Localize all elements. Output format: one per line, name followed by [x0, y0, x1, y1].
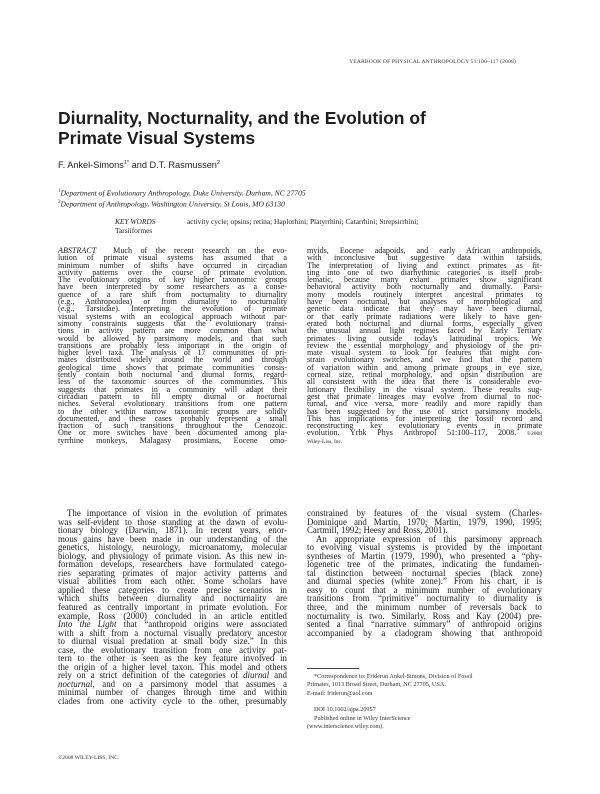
text-line: The evolutionary origins of key higher taxonomic groups: [58, 275, 287, 285]
text-line: mony models routinely interpret ancestral primates to: [307, 289, 542, 299]
text-line: and diurnal species (white zone).” From his chart, it is: [307, 576, 542, 587]
text-line: minimal number of changes through time and within: [58, 687, 287, 698]
keywords-label: KEY WORDS: [115, 217, 156, 226]
doi: DOI 10.1002/ajpa.20957: [314, 706, 376, 714]
text-line: easy to count that a minimum number of evolutionary: [307, 584, 542, 595]
footnote-email[interactable]: E-mail: friderun@aol.com: [307, 689, 373, 697]
text-line: to the other within narrow taxonomic groups are solidly: [58, 406, 287, 416]
footnote-line: Primates, 1013 Broad Street, Durham, NC 27705, USA.: [307, 681, 446, 689]
text-line: tyrrhine monkeys, Malagasy prosimians, Eocene omo-: [58, 435, 287, 445]
text-line: visual abilities from each other. Some scholars have: [58, 576, 287, 587]
footnote-divider: [307, 668, 359, 669]
affiliation-text: Department of Evolutionary Anthropology, Duke University, Durham, NC 27705: [60, 188, 306, 198]
keywords-text: activity cycle; opsins; retina; Haplorhini; Platyrrhini; Catarrhini; Strepsirrhini;: [187, 217, 419, 226]
text-line: three, and the minimum number of reversals back to: [307, 601, 542, 612]
body-left-column: [58, 509, 287, 706]
affiliation-mark: 2: [58, 199, 61, 205]
text-line: gest that primate lineages may evolve from diurnal to noc-: [307, 391, 542, 401]
text-line: review the essential morphology and physiology of the pri-: [307, 340, 542, 350]
text-line: transitions are probably less important in the origin of: [58, 340, 287, 350]
correspondence-footnote: [307, 673, 542, 731]
text-line: myids, Eocene adapoids, and early African anthropoids,: [307, 246, 542, 255]
text-line: An appropriate expression of this parsimony approach: [316, 533, 542, 544]
affiliation: [58, 187, 306, 198]
text-line: strain evolutionary switches, and we find that the pattern: [307, 355, 542, 365]
text-line: quence of a rare shift from nocturnality to diurnality: [58, 289, 287, 299]
text-line: (e.g., Tarsiidae). Interpreting the evolution of primate: [58, 304, 287, 314]
text-segment: , and on a parsimony model that assumes a: [92, 678, 287, 689]
author-affiliation-mark: 1*: [123, 160, 130, 166]
small-text: ©2008: [526, 431, 542, 438]
text-line: [307, 429, 542, 436]
text-line: fraction of such transitions throughout the Cenozoic.: [58, 421, 287, 431]
text-segment: rely on a strict definition of the categories of: [58, 670, 244, 681]
text-line: circadian pattern to fill empty diurnal or nocturnal: [58, 391, 287, 401]
text-line: [307, 437, 542, 444]
abstract-left-column: [58, 247, 287, 444]
author-conjunction: and: [129, 160, 150, 171]
italic-text: nocturnal: [58, 678, 93, 689]
text-line: formation develops, researchers have formulated catego-: [58, 559, 287, 570]
text-line: sented a final “narrative summary” of anthropoid origins: [307, 619, 542, 630]
abstract-right-column: [307, 247, 542, 444]
text-line: the origin of a higher level taxon. This model and others: [58, 661, 287, 672]
author-name: F. Ankel-Simons: [58, 160, 124, 171]
text-line: clades from one activity cycle to the other, presumably: [58, 696, 287, 707]
text-line: Dominique and Martin, 1970; Martin, 1979, 1990, 1995;: [307, 516, 542, 527]
text-segment: Much of the recent research on the evo-: [96, 246, 287, 255]
author-affiliation-mark: 2: [216, 160, 220, 166]
text-line: to evolving visual systems is provided by the important: [307, 542, 542, 553]
text-line: have been nocturnal, but analyses of morphological and: [307, 297, 542, 307]
keywords-text: Tarsiiformes: [115, 226, 153, 235]
text-line: has been suggested by the use of strict parsimony models.: [307, 406, 542, 416]
text-line: which shifts between diurnality and nocturnality are: [58, 593, 287, 604]
text-line: transitions from “primitive” nocturnality to diurnality is: [307, 593, 542, 604]
affiliation: [58, 198, 306, 209]
text-line: mate visual system to look for features that might con-: [307, 348, 542, 358]
text-line: featured as centrally important in primate evolution. For: [58, 602, 287, 613]
text-line: visual systems with an ecological approach without par-: [58, 311, 287, 321]
text-line: have been interpreted by some researchers as a conse-: [58, 282, 287, 292]
text-line: the unusual annual light regimes faced by Early Tertiary: [307, 326, 542, 336]
text-line: would be allowed by parsimony models, and that such: [58, 333, 287, 343]
text-line: behavioral activity both nocturnally and diurnally. Parsi-: [307, 282, 542, 292]
text-line: minimum number of shifts have occurred in circadian: [58, 260, 287, 270]
affiliation-text: Department of Anthropology, Washington University, St Louis, MO 63130: [60, 199, 285, 209]
copyright-notice: ©2008 WILEY-LISS, INC.: [58, 755, 120, 761]
text-line: erated both nocturnal and diurnal forms, especially given: [307, 318, 542, 328]
text-line: tions in activity pattern are more common than what: [58, 326, 287, 336]
text-line: of variation within and among primate groups in eye size,: [307, 362, 542, 372]
text-line: ries separating primates of major activity patterns and: [58, 567, 287, 578]
text-line: The importance of vision in the evolution of primates: [67, 508, 287, 518]
text-segment: that “anthropoid origins were associated: [116, 619, 287, 630]
italic-text: ABSTRACT: [58, 246, 97, 255]
text-line: applied these categories to create precise scenarios in: [58, 584, 287, 595]
italic-text: Into the Light: [58, 619, 117, 630]
text-line: documented, and these cases probably represent a small: [58, 413, 287, 423]
text-line: higher level taxa. The analysis of 17 communities of pri-: [58, 348, 287, 358]
text-segment: and: [269, 670, 287, 681]
text-line: with a shift from a nocturnal visually predatory ancestor: [58, 627, 287, 638]
text-line: (e.g., Anthropoidea) or from diurnality to nocturnality: [58, 297, 287, 307]
text-line: tently contain both nocturnal and diurnal forms, regard-: [58, 370, 287, 380]
text-line: tal distinction between nocturnal species (black zone): [307, 567, 542, 578]
text-line: syntheses of Martin (1979, 1990), who presented a “phy-: [307, 550, 542, 561]
text-line: accompanied by a cladogram showing that anthropoid: [307, 627, 542, 638]
running-head: YEARBOOK OF PHYSICAL ANTHROPOLOGY 51:100–117 (2008): [349, 59, 516, 65]
text-line: constrained by features of the visual system (Charles-: [307, 508, 542, 518]
text-line: simony constraints suggests that the evolutionary transi-: [58, 318, 287, 328]
text-line: biology, and physiology of primate vision. As this new in-: [58, 550, 287, 561]
text-line: Cartmill, 1992; Heesy and Ross, 2001).: [307, 525, 448, 536]
text-line: turnal, and vice versa, more readily and more rapidly than: [307, 399, 542, 409]
text-line: primates living outside today's latitudinal tropics. We: [307, 333, 542, 343]
text-line: One or more switches have been documented among pla-: [58, 428, 287, 438]
text-line: suggests that primates in a community will adapt their: [58, 384, 287, 394]
text-line: activity patterns over the course of primate evolution.: [58, 267, 287, 277]
small-text: Wiley-Liss, Inc.: [307, 438, 343, 445]
footnote-line: *Correspondence to: Friderun Ankel-Simons, Division of Fossil: [314, 673, 473, 680]
text-line: genetic data indicate that they may have been diurnal,: [307, 304, 542, 314]
text-line: niches. Several evolutionary transitions from one pattern: [58, 399, 287, 409]
title-line: Diurnality, Nocturnality, and the Evolution of: [58, 108, 426, 128]
text-line: to diurnal visual predation at small body size.” In this: [58, 636, 287, 647]
text-segment: evolution. Yrbk Phys Anthropol 51:100–117, 2008.: [307, 428, 517, 438]
text-line: case, the evolutionary transition from one activity pat-: [58, 644, 287, 655]
text-line: example, Ross (2000) concluded in an article entitled: [58, 610, 287, 621]
body-right-paragraph-2: [307, 535, 542, 638]
text-line: reconstructing key evolutionary events in primate: [307, 421, 542, 431]
text-line: mates distributed widely around the world and through: [58, 355, 287, 365]
publisher-url[interactable]: (www.interscience.wiley.com).: [307, 723, 384, 731]
published-online: Published online in Wiley InterScience: [314, 714, 411, 722]
text-line: genetics, histology, neurology, microanatomy, molecular: [58, 542, 287, 553]
text-line: logenetic tree of the primates, indicating the fundamen-: [307, 559, 542, 570]
text-line: lution of primate visual systems has assumed that a: [58, 253, 287, 263]
text-line: This has implications for interpreting the fossil record and: [307, 413, 542, 423]
text-line: lutionary flexibility in the visual system. These results sug-: [307, 384, 542, 394]
text-line: geological time shows that primate communities consis-: [58, 362, 287, 372]
text-line: mous gains have been made in our understanding of the: [58, 533, 287, 544]
text-line: all consistent with the idea that there is considerable evo-: [307, 377, 542, 387]
text-line: nocturnality is two. Similarly, Ross and Kay (2004) pre-: [307, 610, 542, 621]
text-line: less of the taxonomic sources of the communities. This: [58, 377, 287, 387]
author-list: [58, 160, 220, 170]
keywords: [115, 217, 515, 235]
text-line: The interpretation of living and extinct primates as fit-: [307, 260, 542, 270]
affiliation-mark: 1: [58, 189, 61, 194]
text-line: tern to the other is seen as the key feature involved in: [58, 653, 287, 664]
text-line: or that early primate radiations were likely to have gen-: [307, 311, 542, 321]
body-right-paragraph-1: [307, 509, 542, 535]
text-line: lematic, because many extant primates show significant: [307, 275, 542, 285]
title-line: Primate Visual Systems: [58, 128, 256, 148]
article-title: [58, 108, 426, 148]
text-line: tionary biology (Darwin, 1871). In recent years, enor-: [58, 525, 287, 536]
affiliations: [58, 187, 306, 208]
italic-text: diurnal: [243, 670, 270, 681]
text-line: corneal size, retinal morphology, and opsin distribution are: [307, 370, 542, 380]
text-line: with inconclusive but suggestive data within tarsiids.: [307, 253, 542, 263]
text-line: was self-evident to those standing at the dawn of evolu-: [58, 516, 287, 527]
text-line: ting into one of two diarhythmic categories is itself prob-: [307, 267, 542, 277]
author-name: D.T. Rasmussen: [149, 160, 217, 171]
